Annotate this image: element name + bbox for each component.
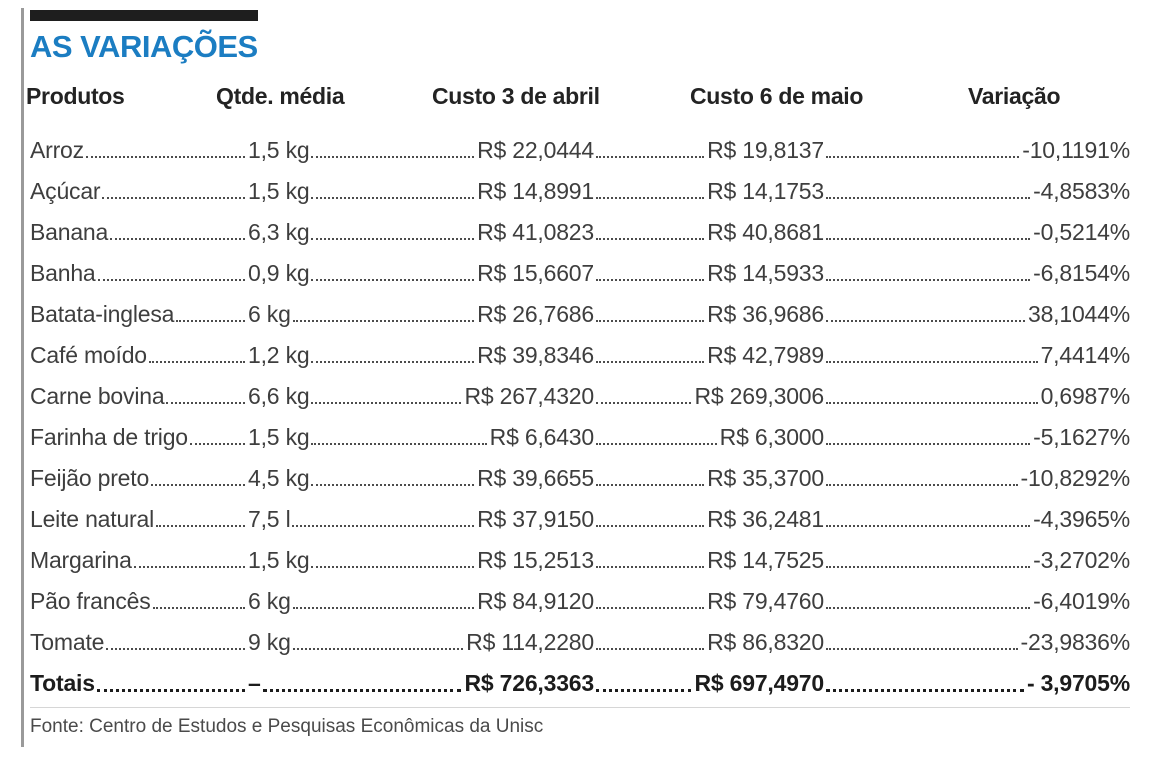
quantity-value: 1,5 kg bbox=[248, 178, 310, 204]
quantity-value: 1,5 kg bbox=[248, 547, 310, 573]
variation-value: -23,9836% bbox=[1020, 629, 1130, 655]
table-body bbox=[30, 123, 1130, 656]
footer-separator bbox=[30, 707, 1130, 708]
dot-leader bbox=[596, 689, 691, 692]
dot-leader bbox=[826, 279, 1030, 281]
dot-leader bbox=[149, 361, 245, 363]
cost-april-value: R$ 114,2280 bbox=[466, 629, 594, 655]
cost-may-value: R$ 42,7989 bbox=[707, 342, 824, 368]
product-name: Margarina bbox=[30, 547, 132, 573]
product-name: Feijão preto bbox=[30, 465, 150, 491]
dot-leader bbox=[596, 279, 704, 281]
product-name: Pão francês bbox=[30, 588, 151, 614]
dot-leader bbox=[190, 443, 245, 445]
quantity-value: 1,5 kg bbox=[248, 137, 310, 163]
cost-may-value: R$ 14,7525 bbox=[707, 547, 824, 573]
source-note: Fonte: Centro de Estudos e Pesquisas Econômicas da Unisc bbox=[30, 716, 544, 737]
variation-value: 7,4414% bbox=[1040, 342, 1130, 368]
column-header-custo-abril: Custo 3 de abril bbox=[432, 83, 600, 109]
dot-leader bbox=[596, 566, 704, 568]
variation-value: -4,3965% bbox=[1033, 506, 1130, 532]
variation-value: -0,5214% bbox=[1033, 219, 1130, 245]
dot-leader bbox=[596, 320, 704, 322]
dot-leader bbox=[293, 648, 463, 650]
product-name: Café moído bbox=[30, 342, 147, 368]
cost-may-value: R$ 6,3000 bbox=[719, 424, 824, 450]
dot-leader bbox=[97, 689, 245, 692]
cost-april-value: R$ 6,6430 bbox=[489, 424, 594, 450]
dot-leader bbox=[826, 566, 1030, 568]
dot-leader bbox=[311, 484, 474, 486]
variation-value: -6,4019% bbox=[1033, 588, 1130, 614]
cost-may-value: R$ 14,5933 bbox=[707, 260, 824, 286]
totals-row bbox=[30, 656, 1130, 697]
top-black-bar bbox=[30, 10, 258, 21]
dot-leader bbox=[596, 238, 704, 240]
table-row bbox=[30, 246, 1130, 287]
quantity-value: 0,9 kg bbox=[248, 260, 310, 286]
column-header-qtde: Qtde. média bbox=[216, 83, 345, 109]
content-area bbox=[26, 10, 1130, 738]
quantity-value: 1,2 kg bbox=[248, 342, 310, 368]
dot-leader bbox=[826, 525, 1030, 527]
dot-leader bbox=[596, 607, 704, 609]
product-name: Carne bovina bbox=[30, 383, 165, 409]
column-header-produtos: Produtos bbox=[26, 83, 125, 109]
totals-cost-april: R$ 726,3363 bbox=[464, 670, 594, 696]
dot-leader bbox=[156, 525, 245, 527]
variation-value: 0,6987% bbox=[1040, 383, 1130, 409]
product-name: Arroz bbox=[30, 137, 84, 163]
dot-leader bbox=[263, 689, 462, 692]
dot-leader bbox=[86, 156, 245, 158]
dot-leader bbox=[826, 320, 1025, 322]
cost-may-value: R$ 79,4760 bbox=[707, 588, 824, 614]
cost-may-value: R$ 40,8681 bbox=[707, 219, 824, 245]
dot-leader bbox=[293, 607, 474, 609]
dot-leader bbox=[292, 525, 474, 527]
cost-april-value: R$ 14,8991 bbox=[477, 178, 594, 204]
table-row bbox=[30, 205, 1130, 246]
table-row bbox=[30, 287, 1130, 328]
cost-may-value: R$ 36,9686 bbox=[707, 301, 824, 327]
totals-cost-may: R$ 697,4970 bbox=[694, 670, 824, 696]
variation-value: -10,1191% bbox=[1022, 137, 1130, 163]
dot-leader bbox=[596, 156, 704, 158]
table-row bbox=[30, 615, 1130, 656]
cost-april-value: R$ 15,2513 bbox=[477, 547, 594, 573]
column-header-custo-maio: Custo 6 de maio bbox=[690, 83, 864, 109]
quantity-value: 6 kg bbox=[248, 588, 291, 614]
dot-leader bbox=[826, 361, 1038, 363]
cost-april-value: R$ 22,0444 bbox=[477, 137, 594, 163]
variation-value: -6,8154% bbox=[1033, 260, 1130, 286]
cost-may-value: R$ 14,1753 bbox=[707, 178, 824, 204]
product-name: Batata-inglesa bbox=[30, 301, 175, 327]
dot-leader bbox=[596, 361, 704, 363]
cost-april-value: R$ 37,9150 bbox=[477, 506, 594, 532]
quantity-value: 6,3 kg bbox=[248, 219, 310, 245]
dot-leader bbox=[826, 197, 1030, 199]
product-name: Tomate bbox=[30, 629, 105, 655]
cost-may-value: R$ 19,8137 bbox=[707, 137, 824, 163]
dot-leader bbox=[102, 197, 245, 199]
dot-leader bbox=[826, 484, 1018, 486]
table-row bbox=[30, 328, 1130, 369]
quantity-value: 1,5 kg bbox=[248, 424, 310, 450]
variation-value: -5,1627% bbox=[1033, 424, 1130, 450]
dot-leader bbox=[166, 402, 245, 404]
dot-leader bbox=[311, 197, 474, 199]
variation-value: -4,8583% bbox=[1033, 178, 1130, 204]
variation-value: 38,1044% bbox=[1028, 301, 1130, 327]
table-row bbox=[30, 164, 1130, 205]
dot-leader bbox=[596, 484, 704, 486]
dot-leader bbox=[311, 443, 486, 445]
quantity-value: 6,6 kg bbox=[248, 383, 310, 409]
cost-april-value: R$ 84,9120 bbox=[477, 588, 594, 614]
quantity-value: 6 kg bbox=[248, 301, 291, 327]
dot-leader bbox=[98, 279, 245, 281]
dot-leader bbox=[151, 484, 245, 486]
cost-april-value: R$ 39,8346 bbox=[477, 342, 594, 368]
dot-leader bbox=[311, 279, 474, 281]
dot-leader bbox=[311, 238, 474, 240]
dot-leader bbox=[826, 689, 1024, 692]
quantity-value: 4,5 kg bbox=[248, 465, 310, 491]
cost-april-value: R$ 26,7686 bbox=[477, 301, 594, 327]
totals-label: Totais bbox=[30, 670, 95, 696]
dot-leader bbox=[826, 156, 1019, 158]
left-rule bbox=[21, 8, 24, 747]
table-row bbox=[30, 533, 1130, 574]
quantity-value: 7,5 l bbox=[248, 506, 291, 532]
dot-leader bbox=[596, 443, 717, 445]
dot-leader bbox=[826, 238, 1030, 240]
dot-leader bbox=[176, 320, 245, 322]
product-name: Banha bbox=[30, 260, 96, 286]
cost-april-value: R$ 15,6607 bbox=[477, 260, 594, 286]
dot-leader bbox=[826, 443, 1030, 445]
dot-leader bbox=[596, 525, 704, 527]
dot-leader bbox=[311, 402, 461, 404]
dot-leader bbox=[826, 648, 1018, 650]
cost-may-value: R$ 36,2481 bbox=[707, 506, 824, 532]
dot-leader bbox=[311, 566, 474, 568]
product-name: Açúcar bbox=[30, 178, 101, 204]
variation-value: -3,2702% bbox=[1033, 547, 1130, 573]
table-row bbox=[30, 574, 1130, 615]
dot-leader bbox=[596, 402, 691, 404]
table-row bbox=[30, 492, 1130, 533]
table-row bbox=[30, 410, 1130, 451]
page-title: AS VARIAÇÕES bbox=[30, 29, 258, 64]
product-name: Leite natural bbox=[30, 506, 154, 532]
product-name: Farinha de trigo bbox=[30, 424, 188, 450]
cost-april-value: R$ 39,6655 bbox=[477, 465, 594, 491]
cost-may-value: R$ 269,3006 bbox=[694, 383, 824, 409]
dot-leader bbox=[153, 607, 245, 609]
totals-qty: – bbox=[248, 670, 261, 696]
dot-leader bbox=[106, 648, 245, 650]
dot-leader bbox=[826, 607, 1030, 609]
dot-leader bbox=[293, 320, 474, 322]
cost-april-value: R$ 267,4320 bbox=[464, 383, 594, 409]
dot-leader bbox=[311, 361, 474, 363]
dot-leader bbox=[311, 156, 474, 158]
totals-variation: - 3,9705% bbox=[1026, 670, 1130, 696]
variation-value: -10,8292% bbox=[1020, 465, 1130, 491]
table-header-row bbox=[26, 83, 1130, 113]
product-name: Banana bbox=[30, 219, 109, 245]
table-row bbox=[30, 451, 1130, 492]
cost-may-value: R$ 86,8320 bbox=[707, 629, 824, 655]
table-row bbox=[30, 369, 1130, 410]
quantity-value: 9 kg bbox=[248, 629, 291, 655]
table-row bbox=[30, 123, 1130, 164]
dot-leader bbox=[134, 566, 245, 568]
cost-april-value: R$ 41,0823 bbox=[477, 219, 594, 245]
column-header-variacao: Variação bbox=[968, 83, 1061, 109]
dot-leader bbox=[110, 238, 245, 240]
cost-may-value: R$ 35,3700 bbox=[707, 465, 824, 491]
dot-leader bbox=[826, 402, 1038, 404]
dot-leader bbox=[596, 648, 704, 650]
dot-leader bbox=[596, 197, 704, 199]
